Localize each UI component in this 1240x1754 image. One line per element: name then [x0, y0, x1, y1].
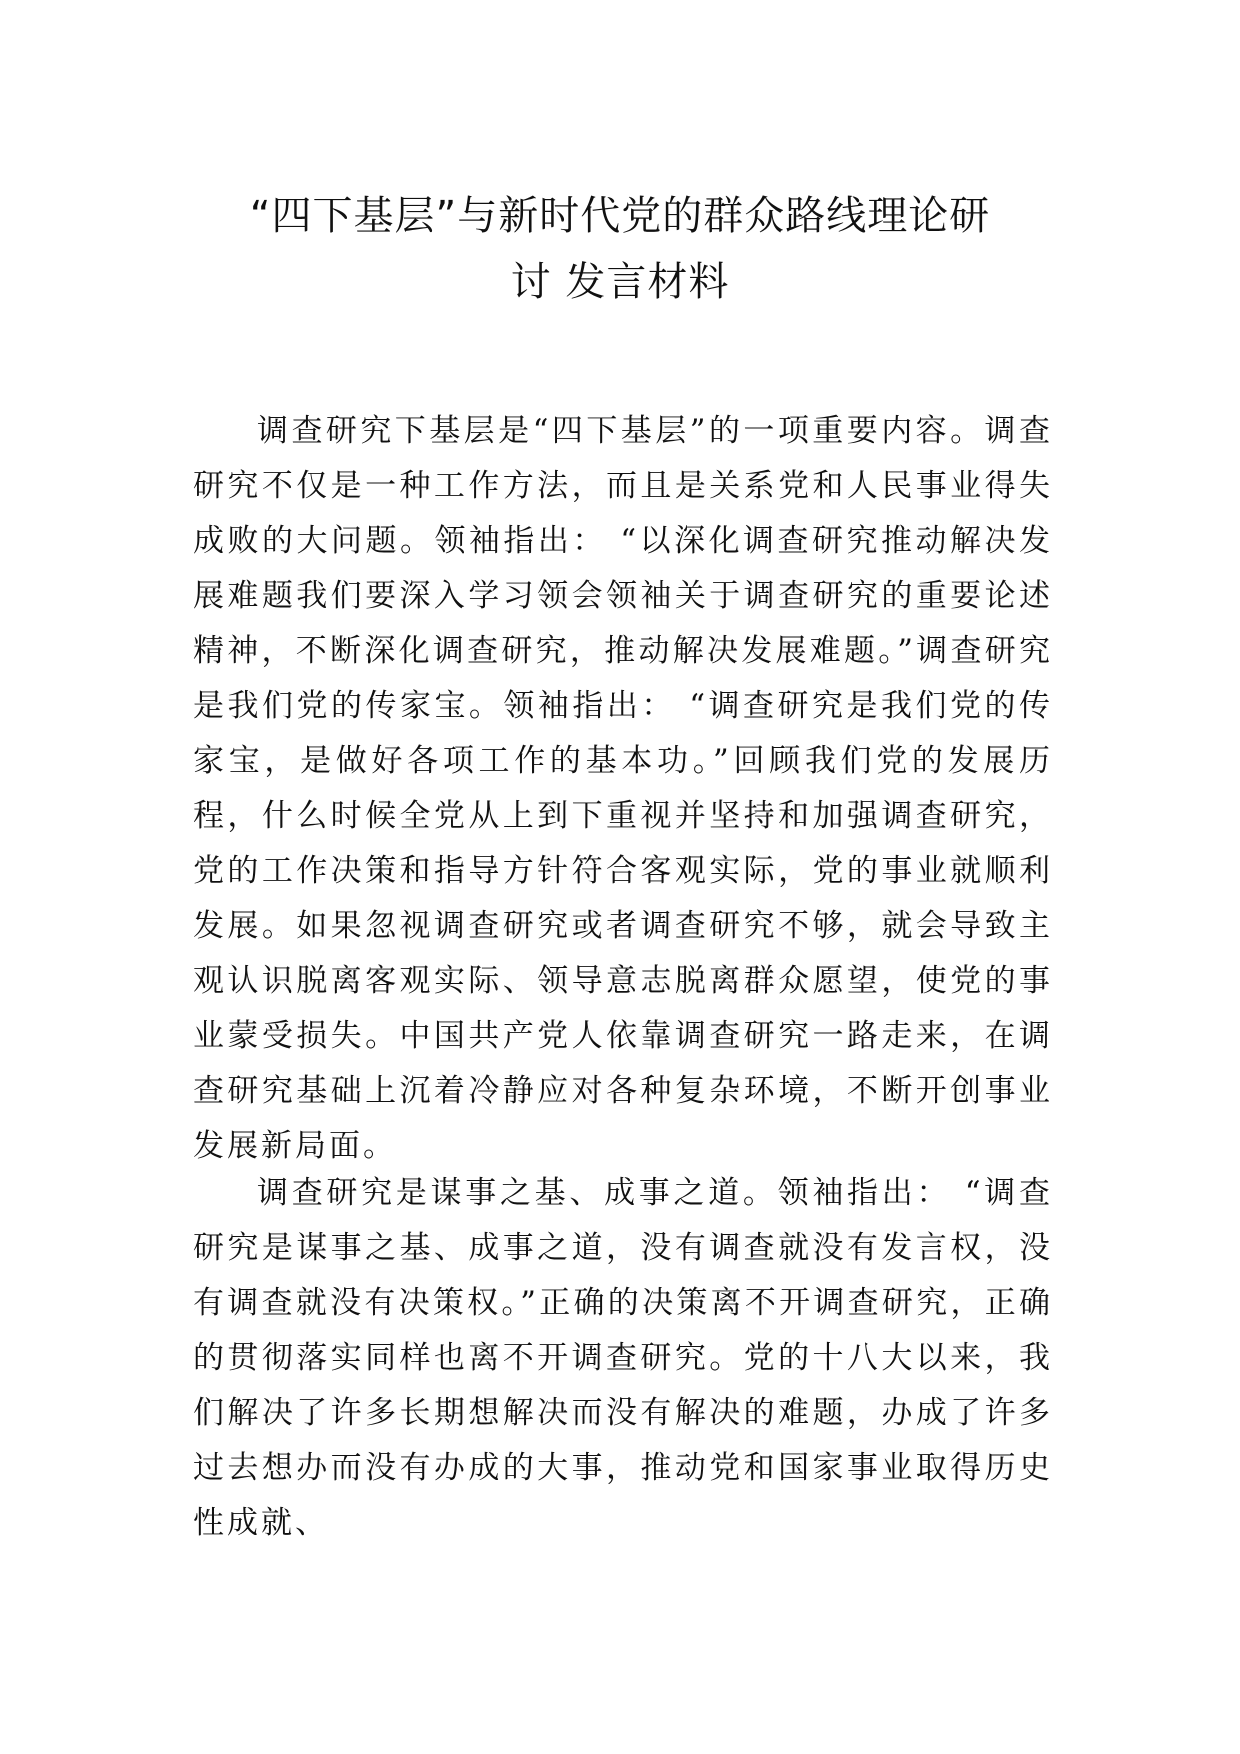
- body-paragraph-2: 调查研究是谋事之基、成事之道。领袖指出： “调查研究是谋事之基、成事之道，没有调查就没有发言权，没有调查就没有决策权。”正确的决策离不开调查研究，正确的贯彻落实同样也离不开调查研究。党的十八大以来，我们解决了许多长期想解决而没有解决的难题，办成了许多过去想办而没有办成的大事，推动党和国家事业取得历史性成就、: [193, 1175, 1053, 1541]
- document-title-line-1: “四下基层”与新时代党的群众路线理论研: [249, 193, 991, 239]
- body-paragraph-1: 调查研究下基层是“四下基层”的一项重要内容。调查研究不仅是一种工作方法，而且是关系党和人民事业得失成败的大问题。领袖指出： “以深化调查研究推动解决发展难题我们要深入学习领会领袖关于调查研究的重要论述精神，不断深化调查研究，推动解决发展难题。”调查研究是我们党的传家宝。领袖指出： “调查研究是我们党的传家宝，是做好各项工作的基本功。”回顾我们党的发展历程，什么时候全党从上到下重视并坚持和加强调查研究，党的工作决策和指导方针符合客观实际，党的事业就顺利发展。如果忽视调查研究或者调查研究不够，就会导致主观认识脱离客观实际、领导意志脱离群众愿望，使党的事业蒙受损失。中国共产党人依靠调查研究一路走来，在调查研究基础上沉着冷静应对各种复杂环境，不断开创事业发展新局面。: [193, 413, 1053, 1164]
- document-title-line-2: 讨 发言材料: [510, 259, 730, 305]
- document-title: [150, 183, 1090, 315]
